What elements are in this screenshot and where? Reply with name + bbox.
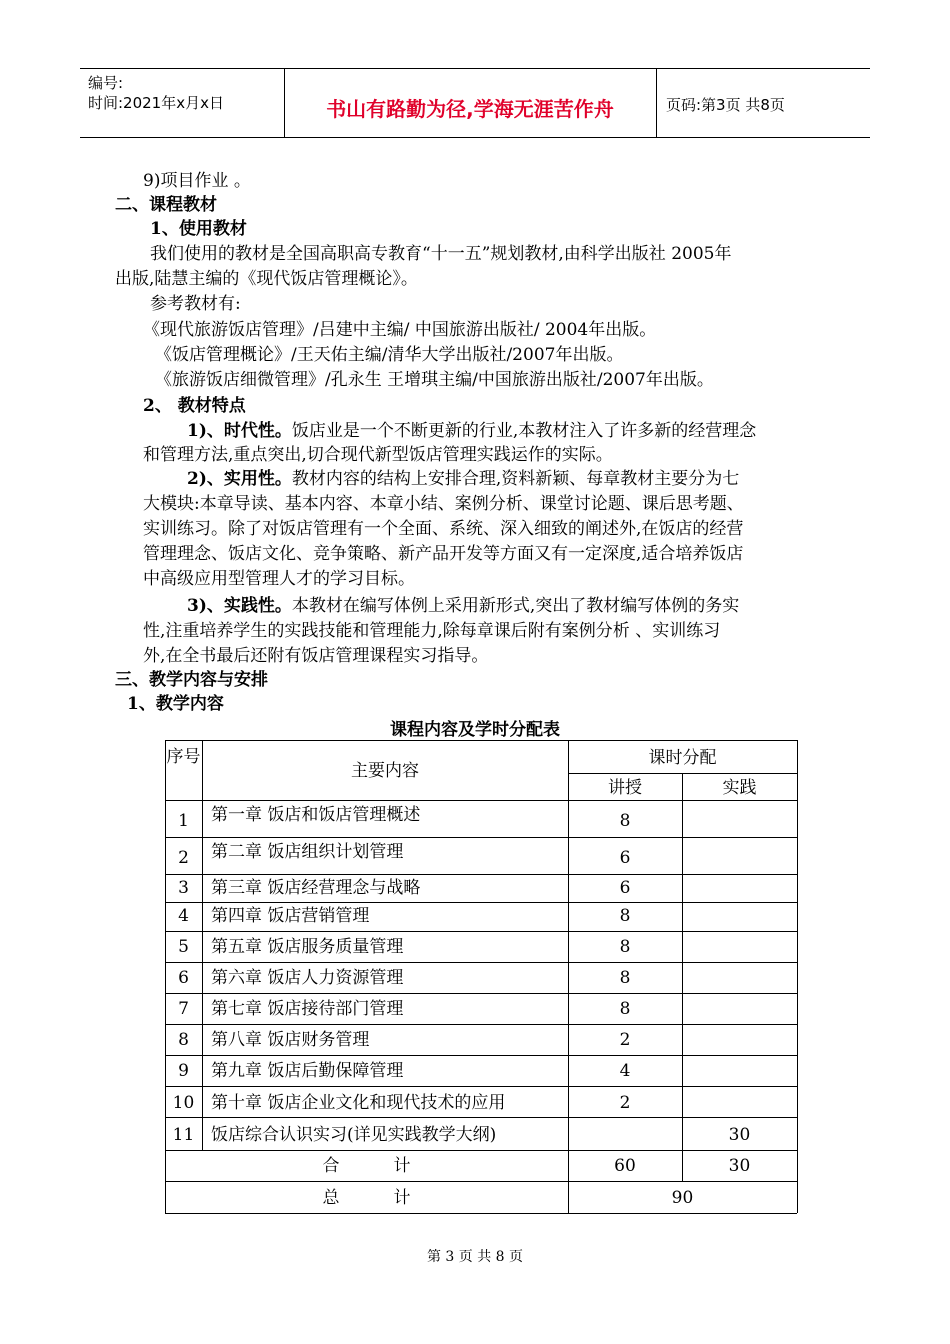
paragraph-line: 性,注重培养学生的实践技能和管理能力,除每章课后附有案例分析 、实训练习 [143,621,721,641]
header-divider [656,69,657,137]
row-lecture: 6 [619,878,631,898]
row-content: 第八章 饭店财务管理 [211,1030,370,1050]
paragraph-line: 参考教材有: [150,294,241,314]
row-seq: 4 [178,906,189,926]
row-lecture: 8 [619,968,631,988]
header-content: 主要内容 [351,761,419,781]
header-motto: 书山有路勤为径,学海无涯苦作舟 [326,97,614,121]
row-content: 第七章 饭店接待部门管理 [211,999,404,1019]
row-lecture: 4 [619,1061,631,1081]
row-lecture: 8 [619,906,631,926]
paragraph-line: 和管理方法,重点突出,切合现代新型饭店管理实践运作的实际。 [143,445,613,465]
header-seq: 序号 [166,747,201,767]
subsection-heading: 1、教学内容 [127,694,224,714]
header-meta [88,73,224,113]
header-hours: 课时分配 [648,748,717,768]
section-heading: 二、课程教材 [115,195,217,215]
feature-title: 1)、时代性。 [187,421,292,441]
subtotal-label: 合 计 [322,1156,411,1176]
subtotal-lecture: 60 [614,1156,636,1176]
reference-item: 《现代旅游饭店管理》/吕建中主编/ 中国旅游出版社/ 2004年出版。 [143,320,657,340]
row-lecture: 8 [619,999,631,1019]
row-seq: 9 [178,1061,189,1081]
row-lecture: 8 [619,937,631,957]
row-seq: 3 [178,878,189,898]
subsection-heading: 1、使用教材 [150,219,247,239]
row-seq: 7 [178,999,189,1019]
row-content: 第三章 饭店经营理念与战略 [211,878,421,898]
table-title: 课程内容及学时分配表 [390,720,560,740]
paragraph-line: 我们使用的教材是全国高职高专教育“十一五”规划教材,由科学出版社 2005年 [150,244,732,264]
reference-item: 《旅游饭店细微管理》/孔永生 王增琪主编/中国旅游出版社/2007年出版。 [155,370,714,390]
row-content: 第四章 饭店营销管理 [211,906,370,926]
page-footer: 第 3 页 共 8 页 [426,1249,524,1265]
paragraph-line: 管理理念、饭店文化、竞争策略、新产品开发等方面又有一定深度,适合培养饭店 [143,544,744,564]
paragraph-line: 出版,陆慧主编的《现代饭店管理概论》。 [115,269,418,289]
header-lecture: 讲授 [608,778,642,798]
row-content: 第五章 饭店服务质量管理 [211,937,404,957]
total-label: 总 计 [322,1188,411,1208]
row-content: 第六章 饭店人力资源管理 [211,968,404,988]
row-content: 第十章 饭店企业文化和现代技术的应用 [211,1093,506,1113]
row-seq: 8 [178,1030,189,1050]
doc-number-label: 编号: [88,74,124,92]
row-content: 第九章 饭店后勤保障管理 [211,1061,404,1081]
paragraph-line: 外,在全书最后还附有饭店管理课程实习指导。 [143,646,489,666]
subtotal-practice: 30 [728,1156,751,1176]
row-seq: 1 [178,811,189,831]
row-content: 第一章 饭店和饭店管理概述 [211,805,421,825]
paragraph-line: 大模块:本章导读、基本内容、本章小结、案例分析、课堂讨论题、课后思考题、 [143,494,744,514]
header-practice: 实践 [722,778,757,798]
page-header [80,68,870,138]
course-hours-table [165,740,797,1213]
reference-item: 《饭店管理概论》/王天佑主编/清华大学出版社/2007年出版。 [155,345,624,365]
paragraph-line: 1)、时代性。饭店业是一个不断更新的行业,本教材注入了许多新的经营理念 [187,421,757,441]
subsection-heading: 2、 教材特点 [143,396,246,416]
row-practice: 30 [728,1125,751,1145]
row-seq: 11 [172,1125,195,1145]
doc-date-label: 时间:2021年x月x日 [88,94,224,112]
paragraph-line: 实训练习。除了对饭店管理有一个全面、系统、深入细致的阐述外,在饭店的经营 [143,519,744,539]
paragraph-line: 3)、实践性。本教材在编写体例上采用新形式,突出了教材编写体例的务实 [187,596,740,616]
total-value: 90 [671,1188,694,1208]
row-content: 饭店综合认识实习(详见实践教学大纲) [211,1125,497,1145]
row-seq: 10 [172,1093,195,1113]
row-content: 第二章 饭店组织计划管理 [211,842,404,862]
feature-title: 3)、实践性。 [187,596,292,616]
header-page-number: 页码:第3页 共8页 [666,96,785,114]
paragraph-line: 中高级应用型管理人才的学习目标。 [143,569,415,589]
row-lecture: 8 [619,811,631,831]
row-lecture: 2 [619,1030,631,1050]
section-heading: 三、教学内容与安排 [115,670,268,690]
row-lecture: 2 [619,1093,631,1113]
row-seq: 5 [178,937,189,957]
feature-title: 2)、实用性。 [187,469,292,489]
row-lecture: 6 [619,848,631,868]
list-item: 9)项目作业 。 [143,171,251,191]
row-seq: 2 [178,848,189,868]
row-seq: 6 [178,968,189,988]
paragraph-line: 2)、实用性。教材内容的结构上安排合理,资料新颖、每章教材主要分为七 [187,469,740,489]
